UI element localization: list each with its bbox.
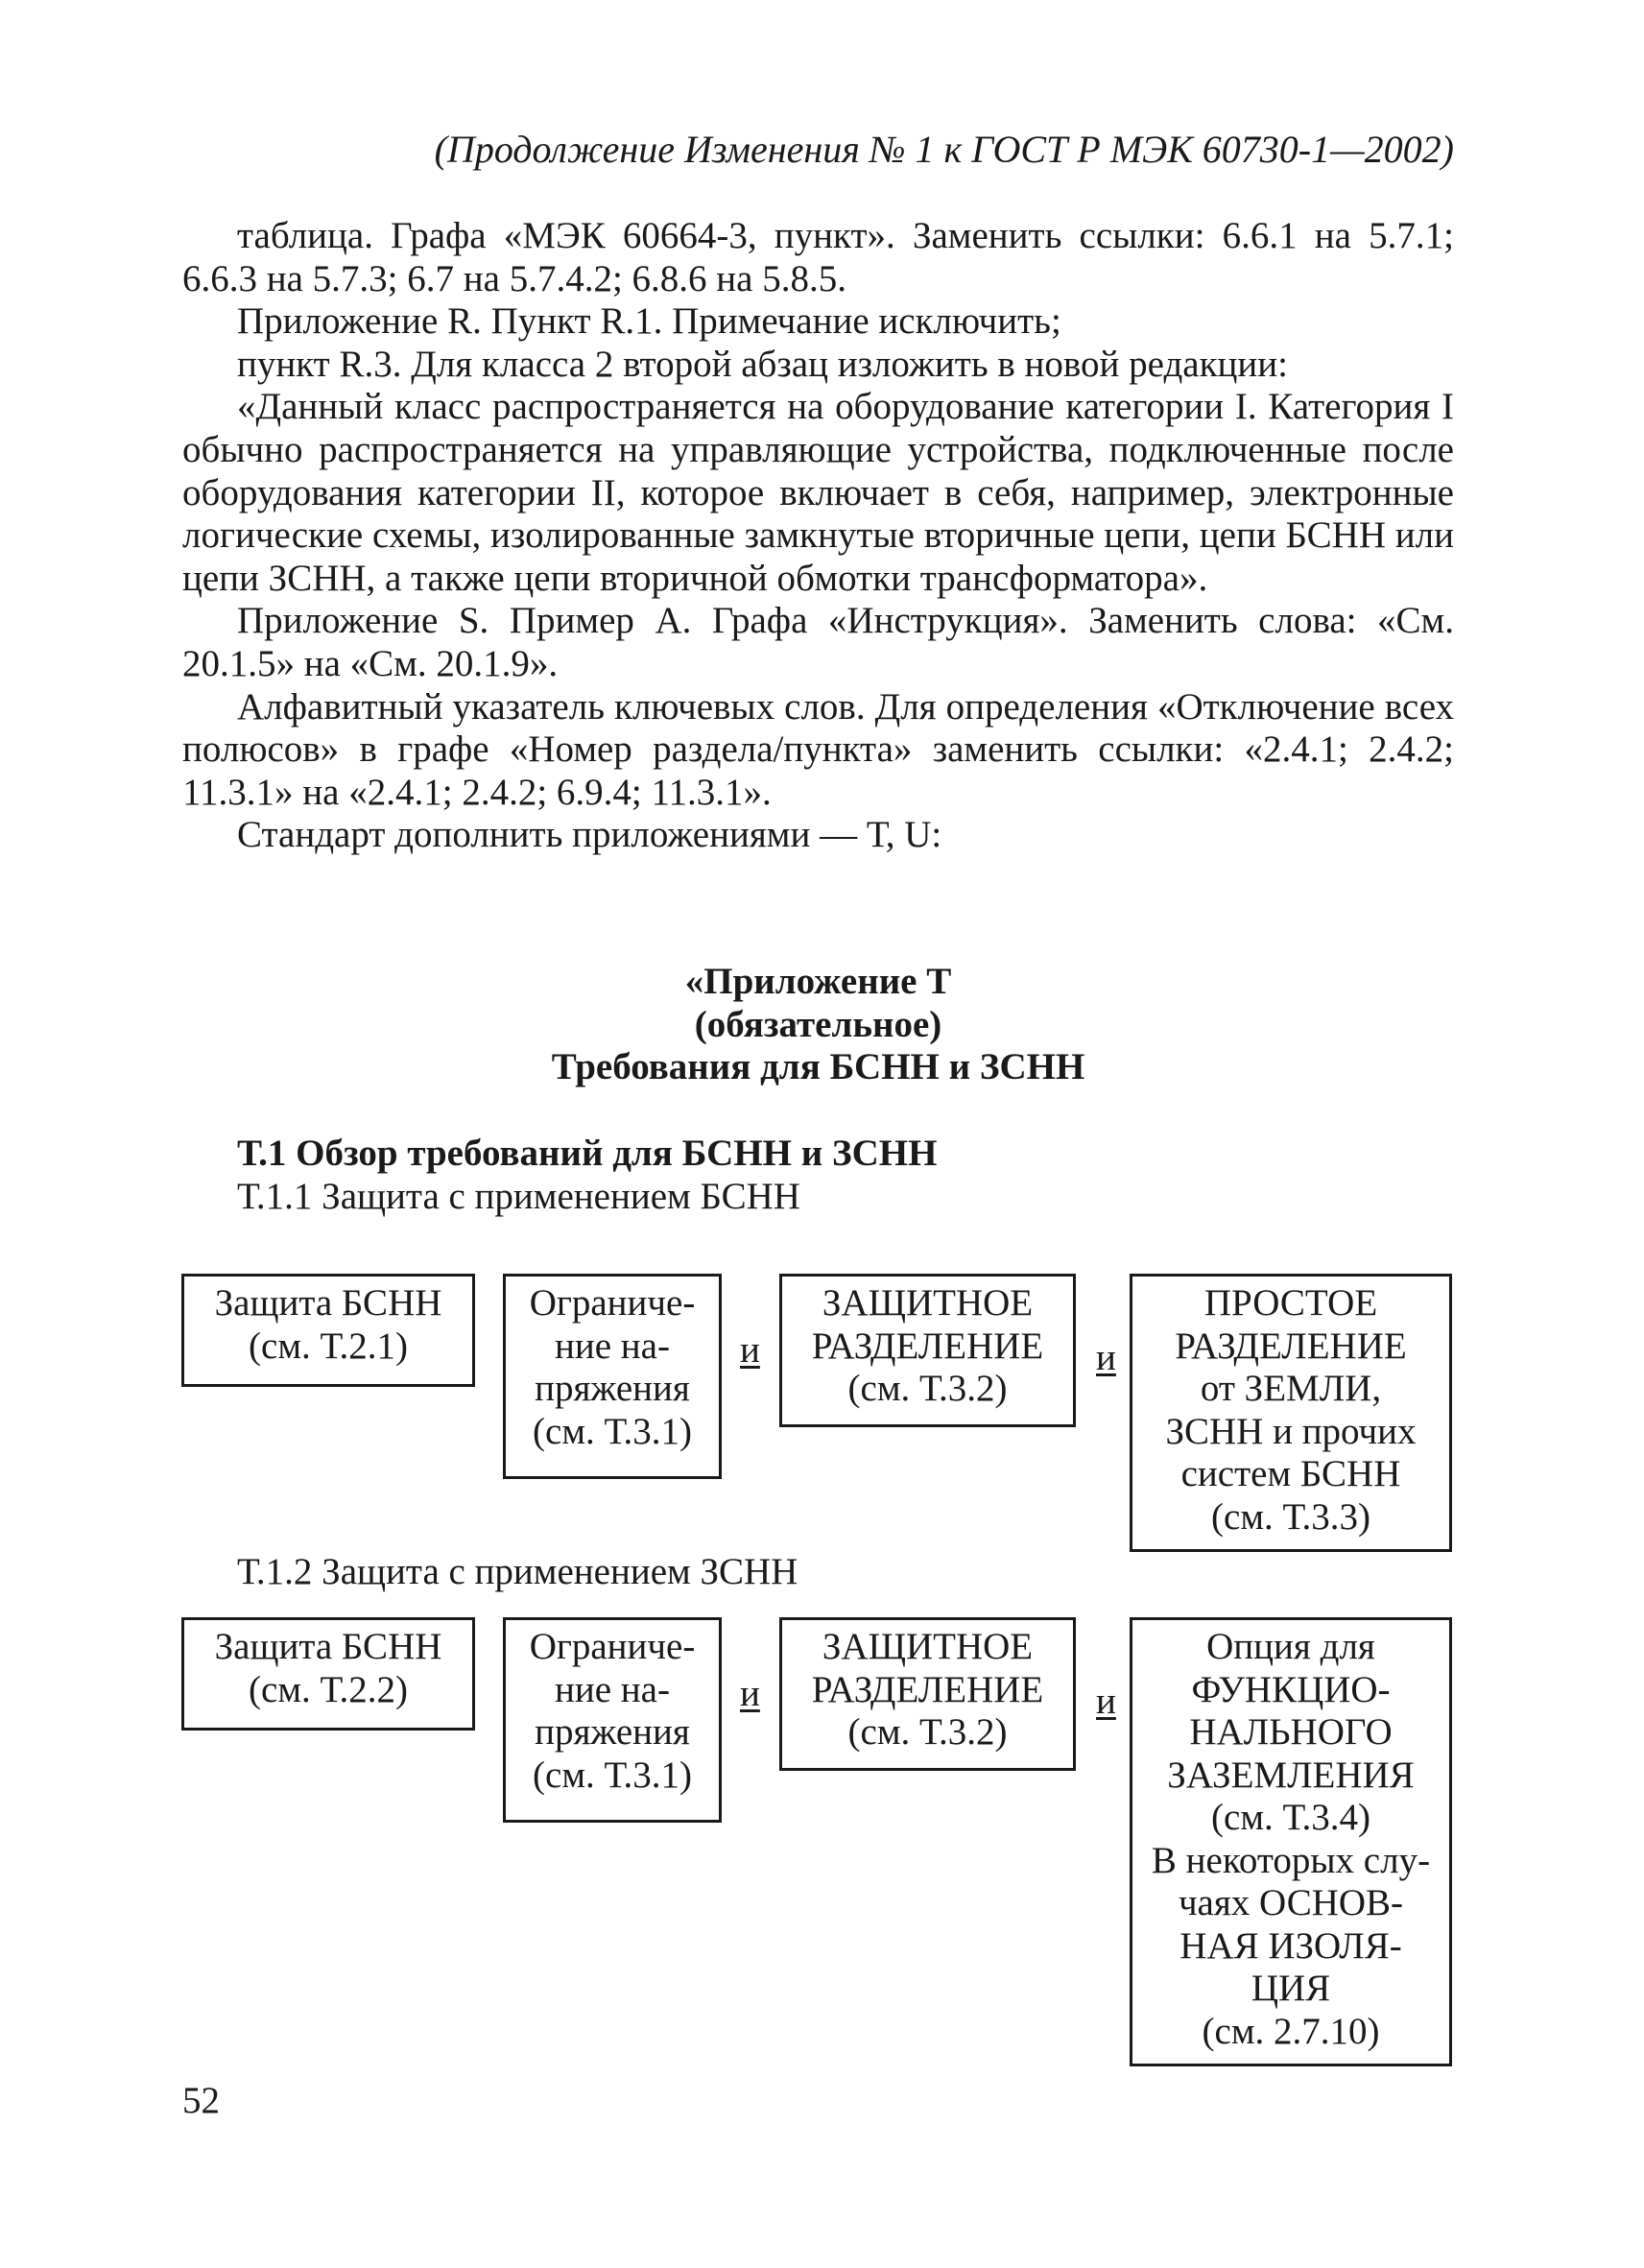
box-line: Защита БСНН	[214, 1282, 442, 1324]
box-line: (см. Т.3.1)	[533, 1410, 692, 1452]
paragraph-appendix-r1: Приложение R. Пункт R.1. Примечание исключить;	[237, 300, 1061, 343]
diagram-pelv-conjunction: и	[1096, 1681, 1116, 1722]
box-line: ние на-	[555, 1325, 670, 1367]
box-line: (см. Т.3.4)	[1211, 1797, 1370, 1838]
paragraph-table-refs: таблица. Графа «МЭК 60664-3, пункт». Заменить ссылки: 6.6.1 на 5.7.1; 6.6.3 на 5.7.3; 6.7 на 5.7.4.2; 6.8.6 на 5.8.5.	[182, 215, 1454, 299]
box-line: Ограниче-	[529, 1626, 696, 1667]
box-line: ЦИЯ	[1251, 1968, 1331, 2009]
diagram-pelv-box-protective-separation	[779, 1617, 1076, 1771]
box-line: (см. Т.2.1)	[249, 1325, 408, 1367]
box-line: ние на-	[555, 1668, 670, 1710]
diagram-selv-box-protection	[181, 1274, 475, 1387]
appendix-title-line: «Приложение Т	[684, 961, 952, 1002]
box-line: Опция для	[1206, 1626, 1375, 1667]
body-text	[182, 215, 1454, 857]
diagram-selv-conjunction: и	[740, 1329, 760, 1371]
box-line: НАЛЬНОГО	[1189, 1711, 1393, 1753]
box-line: НАЯ ИЗОЛЯ-	[1179, 1924, 1402, 1967]
diagram-selv-box-simple-separation	[1130, 1274, 1452, 1552]
box-line: чаях ОСНОВ-	[1178, 1882, 1404, 1923]
paragraph-appendix-r3: пункт R.3. Для класса 2 второй абзац изложить в новой редакции:	[237, 343, 1289, 385]
box-line: ЗАЩИТНОЕ	[822, 1282, 1034, 1324]
box-line: (см. Т.3.2)	[847, 1711, 1008, 1753]
box-line: РАЗДЕЛЕНИЕ	[811, 1325, 1044, 1367]
diagram-pelv-conjunction: и	[740, 1673, 760, 1714]
diagram-pelv-box-voltage-limit	[503, 1617, 722, 1823]
box-line: РАЗДЕЛЕНИЕ	[1175, 1325, 1407, 1367]
box-line: Защита БСНН	[214, 1626, 442, 1667]
section-heading-t1: Т.1 Обзор требований для БСНН и ЗСНН	[237, 1133, 938, 1174]
diagram-selv-box-protective-separation	[779, 1274, 1076, 1427]
running-header: (Продолжение Изменения № 1 к ГОСТ Р МЭК 60730-1—2002)	[434, 128, 1454, 171]
subsection-heading-t1-1: Т.1.1 Защита с применением БСНН	[237, 1176, 800, 1217]
diagram-selv-conjunction: и	[1096, 1337, 1116, 1378]
appendix-subject-line: Требования для БСНН и ЗСНН	[551, 1046, 1085, 1088]
box-line: пряжения	[535, 1368, 690, 1409]
box-line: РАЗДЕЛЕНИЕ	[811, 1668, 1044, 1710]
page-number: 52	[182, 2080, 220, 2121]
box-line: пряжения	[535, 1711, 690, 1753]
box-line: ЗАЩИТНОЕ	[822, 1626, 1034, 1667]
box-line: систем БСНН	[1180, 1453, 1401, 1494]
subsection-heading-t1-2: Т.1.2 Защита с применением ЗСНН	[237, 1551, 798, 1592]
box-line: (см. Т.2.2)	[249, 1668, 408, 1710]
appendix-status-line: (обязательное)	[694, 1003, 942, 1045]
appendix-title	[182, 961, 1454, 1089]
paragraph-keyword-index: Алфавитный указатель ключевых слов. Для определения «Отключение всех полюсов» в графе «Номер раздела/пункта» заменить ссылки: «2.4.1; 2.4.2; 11.3.1» на «2.4.1; 2.4.2; 6.9.4; 11.3.1».	[182, 685, 1454, 813]
box-line: (см. 2.7.10)	[1202, 2010, 1380, 2052]
box-line: (см. Т.3.3)	[1211, 1495, 1370, 1538]
box-line: В некоторых слу-	[1151, 1839, 1431, 1881]
box-line: ЗАЗЕМЛЕНИЯ	[1167, 1754, 1415, 1796]
diagram-pelv-box-protection	[181, 1617, 475, 1731]
paragraph-add-appendices: Стандарт дополнить приложениями — Т, U:	[237, 814, 942, 856]
box-line: от ЗЕМЛИ,	[1200, 1368, 1382, 1409]
box-line: ЗСНН и прочих	[1165, 1410, 1417, 1452]
box-line: ФУНКЦИО-	[1191, 1668, 1391, 1710]
box-line: (см. Т.3.2)	[847, 1368, 1008, 1409]
paragraph-appendix-s: Приложение S. Пример А. Графа «Инструкция». Заменить слова: «См. 20.1.5» на «См. 20.1.9».	[182, 600, 1454, 684]
diagram-selv-box-voltage-limit	[503, 1274, 722, 1479]
box-line: Ограниче-	[529, 1282, 696, 1324]
paragraph-class-2-quote: «Данный класс распространяется на оборудование категории I. Категория I обычно распространяется на управляющие устройства, подключенные после оборудования категории II, которое включает в себя, например, электронные логические схемы, изолированные замкнутые вторичные цепи, цепи БСНН или цепи ЗСНН, а также цепи вторичной обмотки трансформатора».	[182, 386, 1454, 599]
box-line: ПРОСТОЕ	[1203, 1282, 1378, 1324]
box-line: (см. Т.3.1)	[533, 1754, 692, 1796]
diagram-pelv-box-functional-earthing	[1130, 1617, 1452, 2066]
